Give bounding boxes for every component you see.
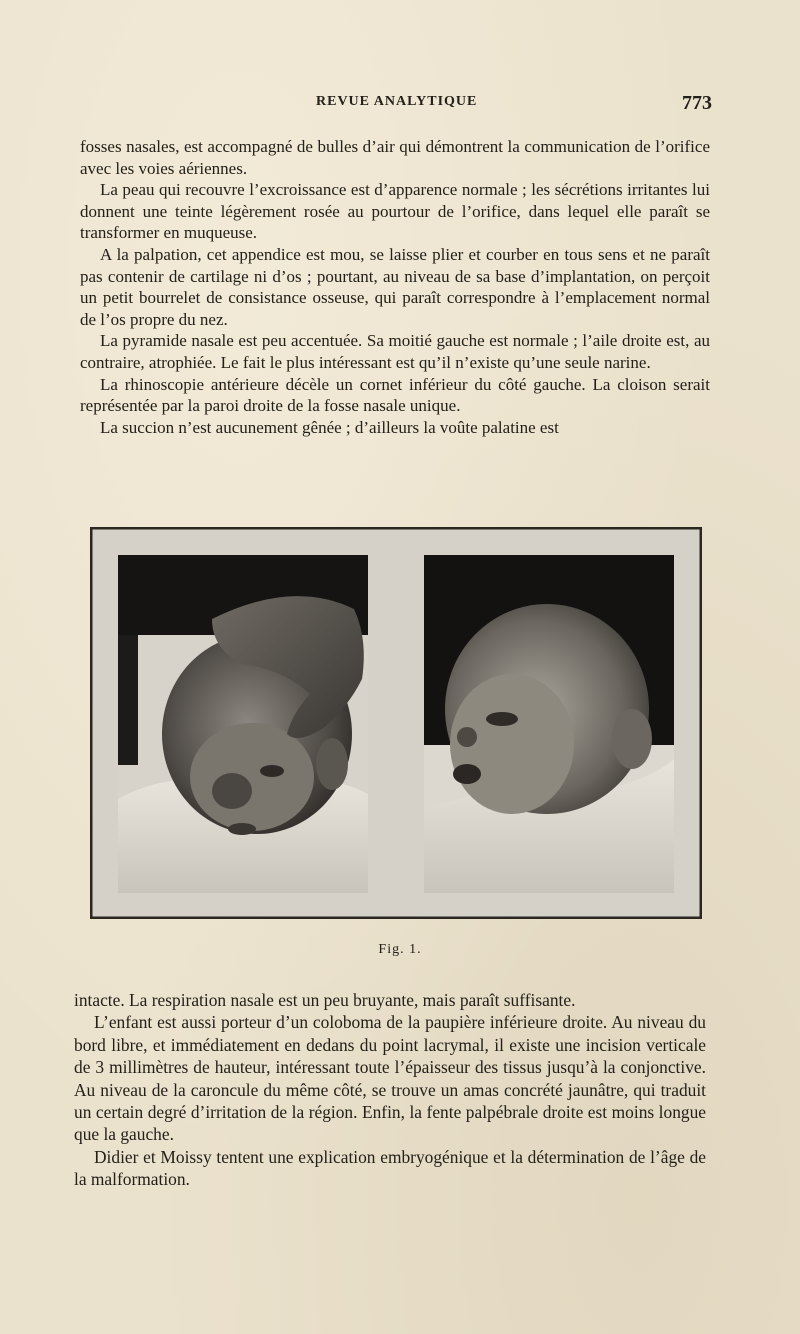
page-number: 773 xyxy=(682,92,712,114)
paragraph: La rhinoscopie antérieure décèle un cornet inférieur du côté gauche. La cloison serait représentée par la paroi droite de la fosse nasale unique. xyxy=(80,374,710,416)
paragraph: La peau qui recouvre l’excroissance est d’apparence normale ; les sécrétions irritantes lui donnent une teinte légèrement rosée au pourtour de l’orifice, dans lequel elle paraît se transformer en muqueuse. xyxy=(80,180,710,243)
paragraph: fosses nasales, est accompagné de bulles d’air qui démontrent la communication de l’orifice avec les voies aériennes. xyxy=(80,137,710,178)
figure-photograph xyxy=(90,527,702,919)
figure-caption-text: Fig. 1. xyxy=(378,942,422,957)
paragraph: La succion n’est aucunement gênée ; d’ailleurs la voûte palatine est xyxy=(100,417,559,437)
paragraph: A la palpation, cet appendice est mou, se laisse plier et courber en tous sens et ne paraît pas contenir de cartilage ni d’os ; pourtant, au niveau de sa base d’implantation, on perçoit un petit bourrelet de consistance osseuse, qui paraît correspondre à l’emplacement normal de l’os propre du nez. xyxy=(80,244,710,329)
infant-photographs xyxy=(92,529,700,917)
paragraph: L’enfant est aussi porteur d’un coloboma de la paupière inférieure droite. Au niveau du bord libre, et immédiatement en dedans du point lacrymal, il existe une incision verticale de 3 millimètres de hauteur, intéressant toute l’épaisseur des tissus jusqu’à la conjonctive. Au niveau de la caroncule du même côté, se trouve un amas concrété jaunâtre, qui traduit un certain degré d’irritation de la région. Enfin, la fente palpébrale droite est moins longue que la gauche. xyxy=(74,1012,706,1145)
paragraph: Didier et Moissy tentent une explication embryogénique et la détermination de l’âge de la malformation. xyxy=(74,1146,706,1190)
paragraph: intacte. La respiration nasale est un peu bruyante, mais paraît suffisante. xyxy=(74,990,576,1010)
running-title: REVUE ANALYTIQUE xyxy=(316,94,478,109)
text-block-bottom xyxy=(74,989,706,1191)
text-block-top xyxy=(80,136,710,438)
paragraph: La pyramide nasale est peu accentuée. Sa moitié gauche est normale ; l’aile droite est, au contraire, atrophiée. Le fait le plus intéressant est qu’il n’existe qu’une seule narine. xyxy=(80,331,710,372)
running-head xyxy=(0,92,800,116)
figure-caption xyxy=(0,942,800,958)
